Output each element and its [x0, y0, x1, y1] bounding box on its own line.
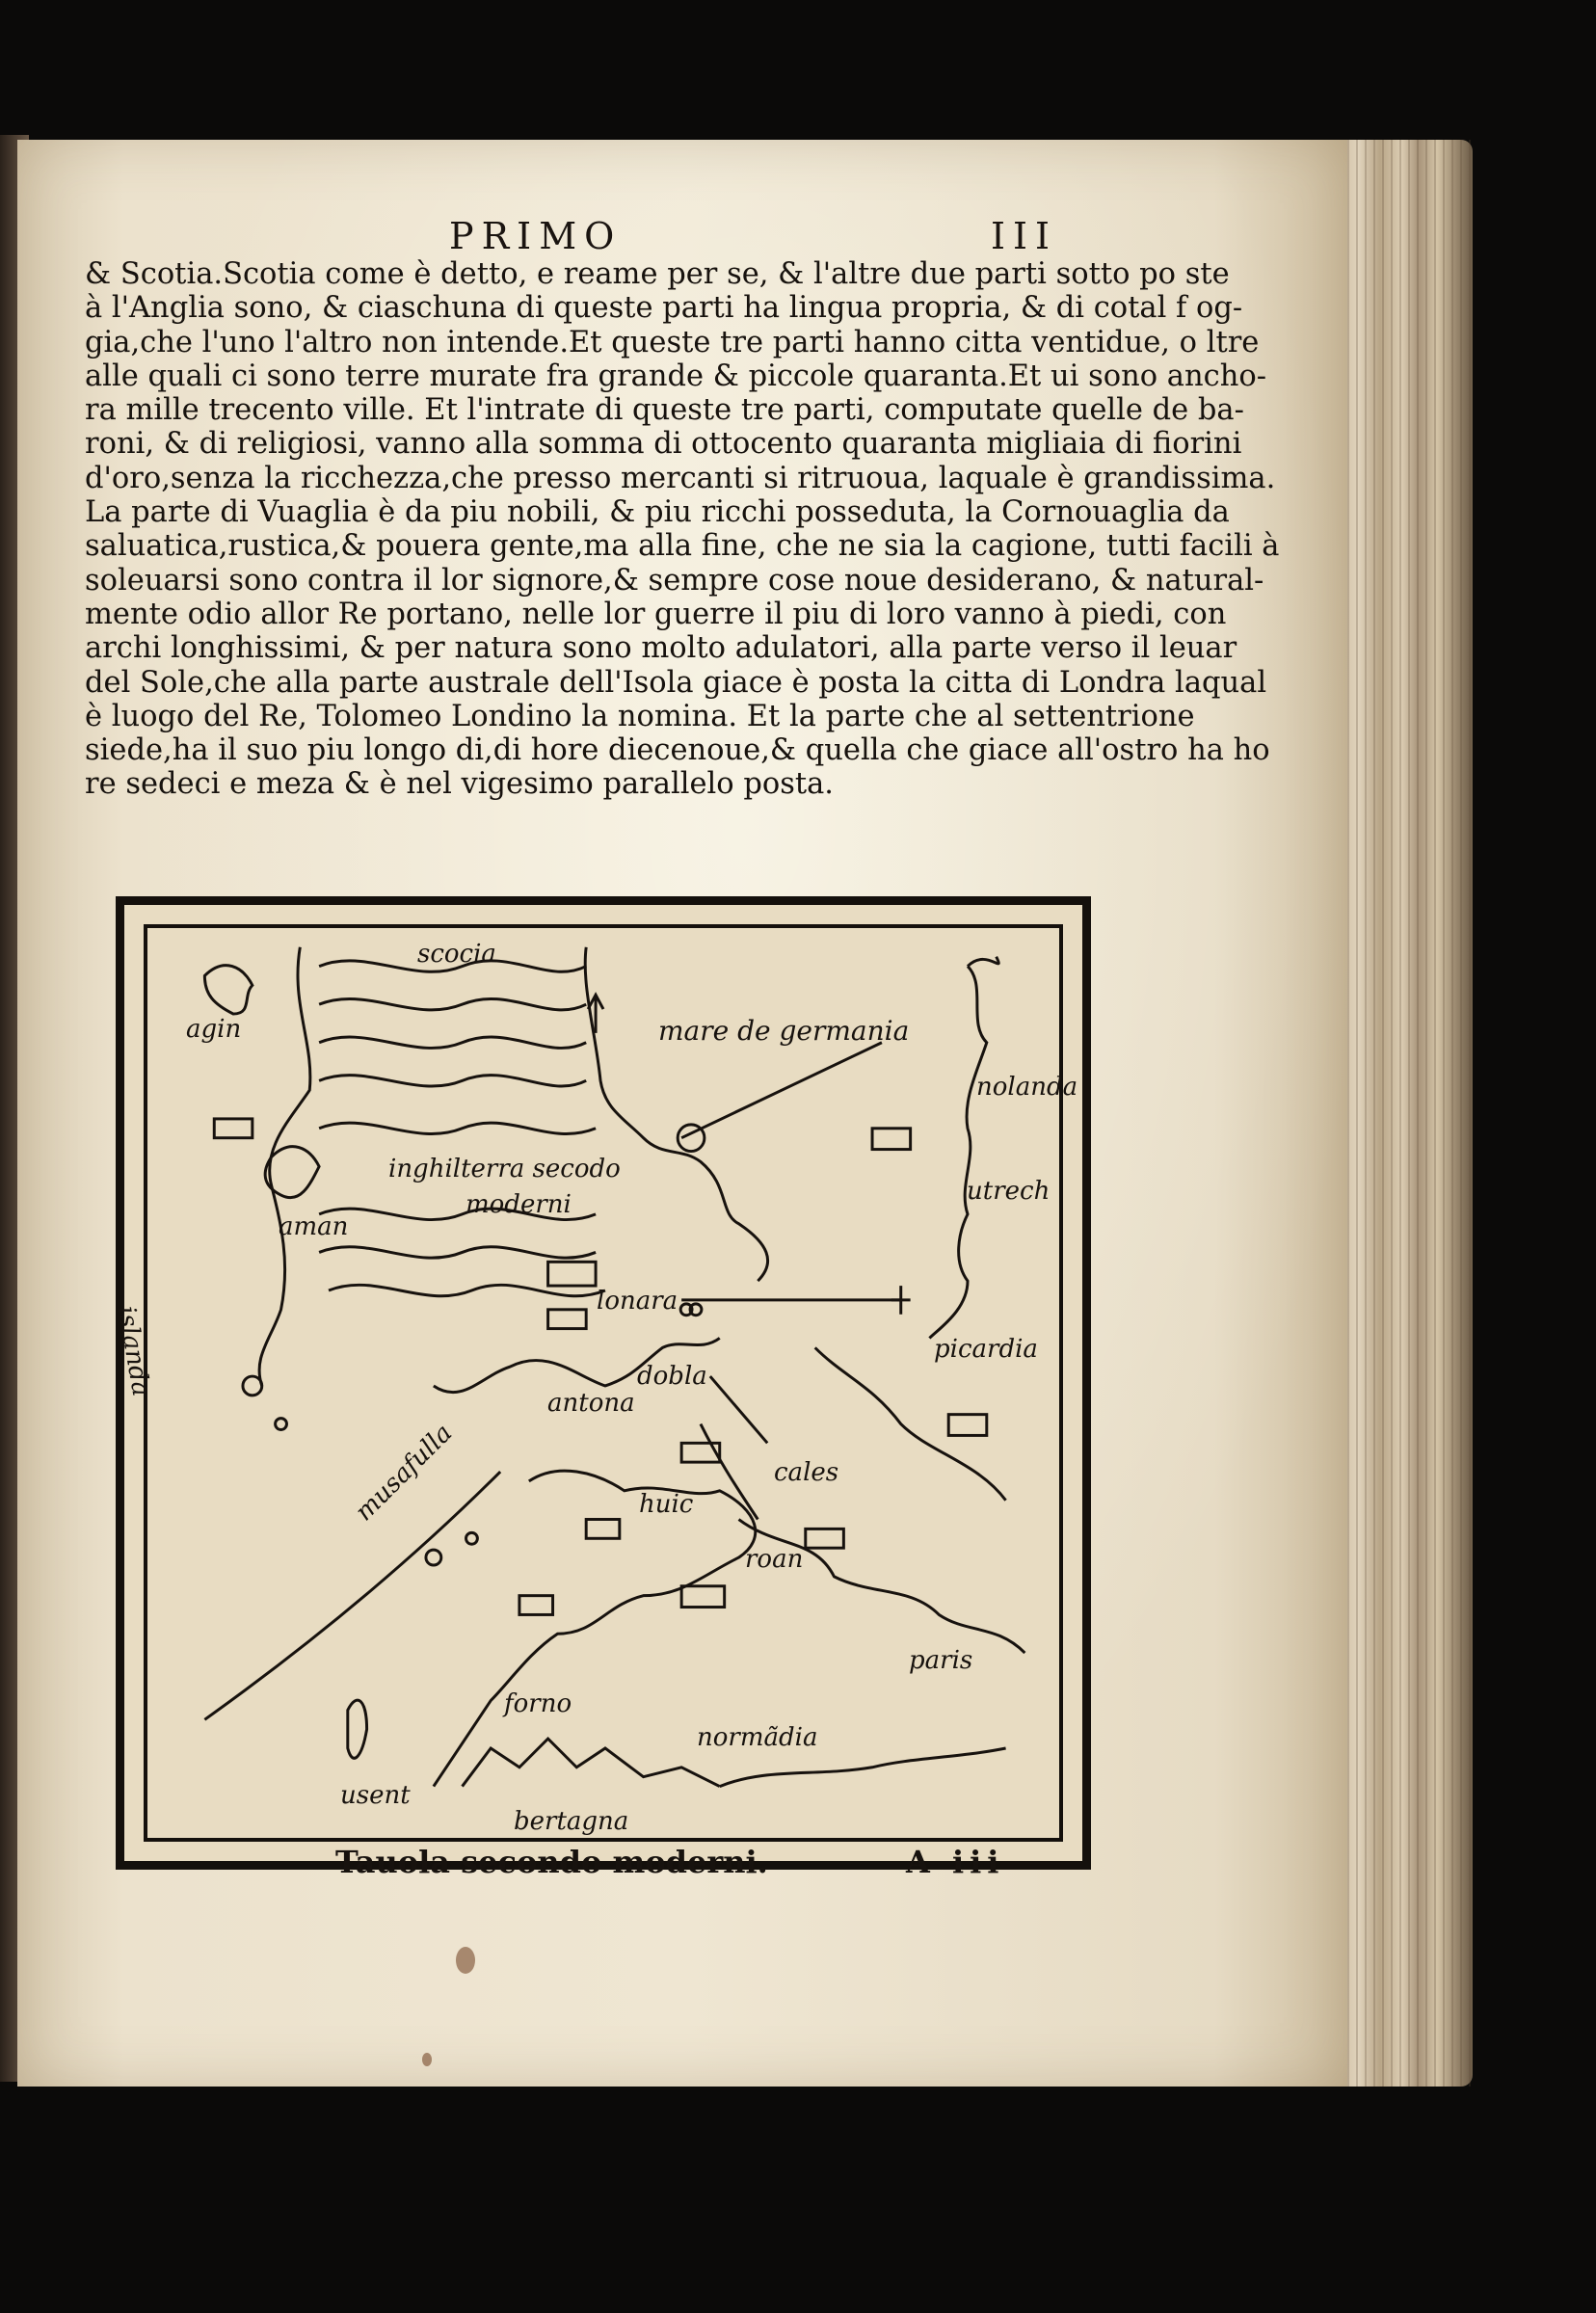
text-line: à l'Anglia sono, & ciaschuna di queste parti ha lingua propria, & di cotal f og- — [85, 291, 1243, 326]
text-line: La parte di Vuaglia è da piu nobili, & piu ricchi posseduta, la Cornouaglia da — [85, 495, 1230, 530]
island — [348, 1700, 367, 1758]
map-label-roan: roan — [745, 1545, 804, 1574]
map-label-huic: huic — [639, 1490, 694, 1519]
map-label-musafulla: musafulla — [350, 1418, 459, 1528]
map-label-nolanda: nolanda — [976, 1073, 1078, 1102]
text-line: alle quali ci sono terre murate fra grande & piccole quaranta.Et ui sono ancho- — [85, 359, 1267, 393]
map-drawing — [147, 928, 1059, 1838]
map-label-lonara: lonara — [597, 1287, 678, 1316]
page-edges — [1330, 140, 1473, 2087]
map-label-antona: antona — [547, 1389, 635, 1418]
ink-stain — [422, 2053, 432, 2066]
map-label-agin: agin — [186, 1015, 242, 1044]
text-line: gia,che l'uno l'altro non intende.Et queste tre parti hanno citta ventidue, o ltre — [85, 325, 1260, 359]
text-line: d'oro,senza la ricchezza,che presso mercanti si ritruoua, laquale è grandissima. — [85, 461, 1276, 495]
rhumb-line — [681, 1043, 882, 1138]
seine-river — [739, 1520, 1025, 1654]
text-line: soleuarsi sono contra il lor signore,& sempre cose noue desiderano, & natural- — [85, 563, 1264, 598]
map-label-paris: paris — [909, 1646, 973, 1675]
map-label-bertagna: bertagna — [514, 1807, 629, 1836]
map-label-cales: cales — [774, 1458, 839, 1487]
text-line: mente odio allor Re portano, nelle lor guerre il piu di loro vanno à piedi, con — [85, 597, 1227, 631]
text-line: & Scotia.Scotia come è detto, e reame per se, & l'altre due parti sotto po ste — [85, 257, 1230, 291]
map-label-scocia: scocia — [417, 940, 496, 969]
text-line: re sedeci e meza & è nel vigesimo parallelo posta. — [85, 767, 834, 802]
map-label-picardia: picardia — [934, 1335, 1038, 1364]
text-line: del Sole,che alla parte australe dell'Isola giace è posta la citta di Londra laqual — [85, 665, 1267, 700]
map-label-dobla: dobla — [637, 1362, 707, 1391]
map-label-inghilterra: inghilterra secodo — [388, 1155, 621, 1183]
bertagna-mountains — [463, 1739, 720, 1786]
book-page — [17, 140, 1347, 2087]
map-label-moderni: moderni — [466, 1190, 572, 1219]
text-line: siede,ha il suo piu longo di,di hore diecenoue,& quella che giace all'ostro ha ho — [85, 733, 1270, 768]
woodcut-map — [111, 896, 1091, 1870]
continent-coast — [929, 967, 986, 1339]
body-text — [85, 257, 1280, 802]
island — [204, 966, 252, 1014]
text-line: archi longhissimi, & per natura sono molto adulatori, alla parte verso il leuar — [85, 631, 1237, 666]
text-line: saluatica,rustica,& pouera gente,ma alla fine, che ne sia la cagione, tutti facili à — [85, 529, 1280, 564]
ink-stain — [456, 1947, 475, 1974]
map-label-mare-de-germania: mare de germania — [658, 1015, 910, 1047]
rhumb-line — [710, 1376, 767, 1443]
text-line: roni, & di religiosi, vanno alla somma di ottocento quaranta migliaia di fiorini — [85, 427, 1242, 462]
map-inner-border — [111, 924, 1078, 1842]
signature-mark: A iii — [906, 1844, 1005, 1880]
text-line: ra mille trecento ville. Et l'intrate di queste tre parti, computate quelle de ba- — [85, 393, 1244, 428]
map-label-aman: aman — [279, 1212, 349, 1241]
folio-number: III — [991, 215, 1058, 257]
england-east-coast — [585, 947, 767, 1281]
map-label-utrech: utrech — [967, 1177, 1051, 1206]
map-label-islanda: islanda — [111, 1304, 156, 1399]
map-caption: Tauola secondo moderni. — [335, 1844, 768, 1880]
island — [265, 1147, 319, 1198]
map-label-usent: usent — [340, 1781, 411, 1810]
map-label-forno: forno — [504, 1689, 572, 1718]
text-line: è luogo del Re, Tolomeo Londino la nomina. Et la parte che al settentrione — [85, 699, 1195, 733]
map-label-normadia: normãdia — [697, 1723, 818, 1752]
running-head-title: PRIMO — [449, 215, 623, 257]
